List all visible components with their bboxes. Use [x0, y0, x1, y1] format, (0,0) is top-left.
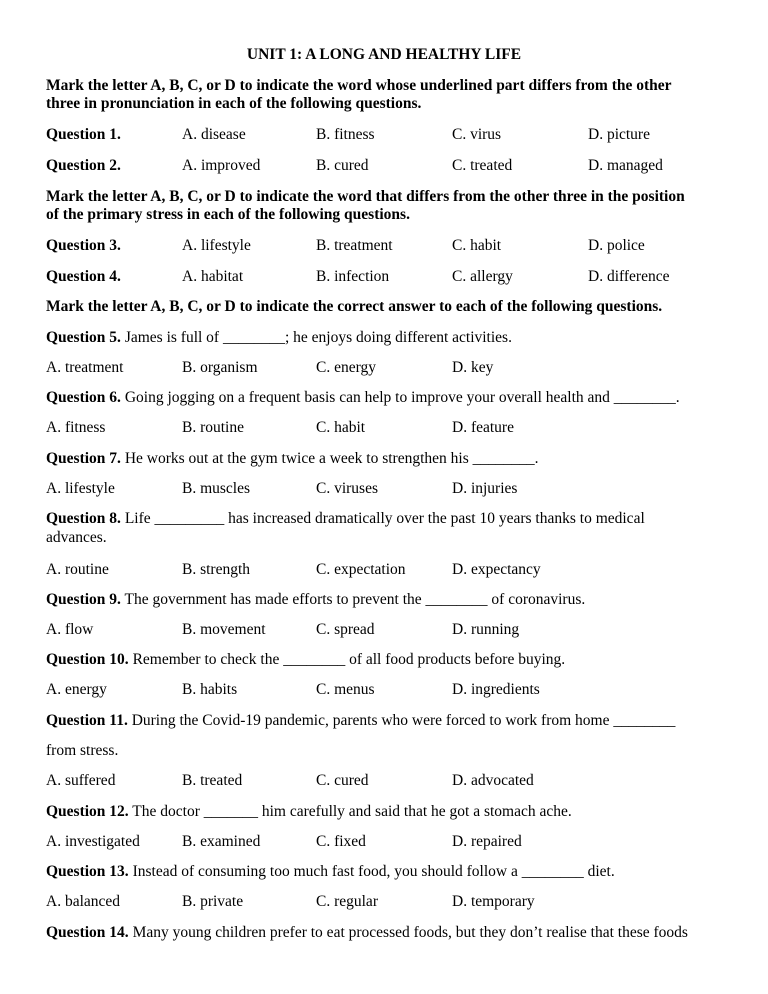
question-label: Question 2.	[46, 157, 121, 174]
question-label: Question 11.	[46, 712, 128, 729]
answer-option: C. virus	[452, 126, 502, 143]
question-text-continued: advances.	[46, 529, 107, 546]
answer-option: C. habit	[452, 237, 502, 254]
answer-option: B. muscles	[182, 480, 251, 497]
answer-option: C. viruses	[316, 480, 378, 497]
answer-option: B. treated	[182, 772, 243, 789]
answer-option: D. repaired	[452, 833, 522, 850]
question-label: Question 7.	[46, 450, 121, 467]
answer-option: C. regular	[316, 893, 378, 910]
answer-option: B. examined	[182, 833, 261, 850]
answer-option: A. habitat	[182, 268, 244, 285]
answer-option: A. flow	[46, 621, 94, 638]
question-label: Question 3.	[46, 237, 121, 254]
question-text: James is full of ________; he enjoys doing different activities.	[124, 329, 512, 346]
answer-option: C. habit	[316, 419, 366, 436]
question-label: Question 9.	[46, 591, 121, 608]
answer-option: A. routine	[46, 561, 109, 578]
answer-option: B. organism	[182, 359, 258, 376]
question-label: Question 12.	[46, 803, 129, 820]
answer-option: B. habits	[182, 681, 238, 698]
question-text: During the Covid-19 pandemic, parents who were forced to work from home ________	[131, 712, 676, 729]
answer-option: C. spread	[316, 621, 375, 638]
question-stem	[46, 329, 512, 347]
question-stem	[46, 510, 645, 528]
answer-option: D. key	[452, 359, 494, 376]
question-text: Instead of consuming too much fast food, you should follow a ________ diet.	[132, 863, 615, 880]
question-label: Question 6.	[46, 389, 121, 406]
answer-option: C. allergy	[452, 268, 513, 285]
question-stem	[46, 450, 539, 468]
question-label: Question 14.	[46, 924, 129, 941]
answer-option: A. disease	[182, 126, 246, 143]
page-title: UNIT 1: A LONG AND HEALTHY LIFE	[246, 46, 522, 63]
instruction-text: Mark the letter A, B, C, or D to indicate the word that differs from the other three in the position	[46, 188, 685, 205]
answer-option: B. movement	[182, 621, 266, 638]
answer-option: A. improved	[182, 157, 261, 174]
answer-option: A. treatment	[46, 359, 124, 376]
answer-option: C. treated	[452, 157, 513, 174]
answer-option: A. fitness	[46, 419, 106, 436]
answer-option: D. temporary	[452, 893, 535, 910]
question-stem	[46, 712, 675, 730]
question-label: Question 4.	[46, 268, 121, 285]
answer-option: C. expectation	[316, 561, 406, 578]
answer-option: D. difference	[588, 268, 670, 285]
answer-option: B. treatment	[316, 237, 393, 254]
question-stem	[46, 389, 680, 407]
answer-option: A. suffered	[46, 772, 116, 789]
instruction-text: Mark the letter A, B, C, or D to indicate the correct answer to each of the following questions.	[46, 298, 663, 315]
question-text: The government has made efforts to prevent the ________ of coronavirus.	[124, 591, 586, 608]
question-text: Going jogging on a frequent basis can help to improve your overall health and ________.	[124, 389, 680, 406]
question-stem	[46, 803, 572, 821]
question-text: Many young children prefer to eat processed foods, but they don’t realise that these foods	[132, 924, 688, 941]
answer-option: A. investigated	[46, 833, 140, 850]
question-label: Question 1.	[46, 126, 121, 143]
question-text: He works out at the gym twice a week to strengthen his ________.	[124, 450, 539, 467]
answer-option: C. fixed	[316, 833, 366, 850]
answer-option: B. fitness	[316, 126, 375, 143]
question-stem	[46, 651, 565, 669]
instruction-text: Mark the letter A, B, C, or D to indicate the word whose underlined part differs from the other	[46, 77, 672, 94]
answer-option: D. ingredients	[452, 681, 540, 698]
question-text: Life _________ has increased dramatically over the past 10 years thanks to medical	[124, 510, 645, 527]
question-stem	[46, 591, 585, 609]
answer-option: D. running	[452, 621, 520, 638]
question-label: Question 10.	[46, 651, 129, 668]
question-stem	[46, 924, 688, 942]
answer-option: D. managed	[588, 157, 663, 174]
answer-option: B. infection	[316, 268, 390, 285]
answer-option: C. energy	[316, 359, 376, 376]
answer-option: A. lifestyle	[46, 480, 115, 497]
answer-option: A. lifestyle	[182, 237, 251, 254]
answer-option: A. balanced	[46, 893, 121, 910]
question-label: Question 5.	[46, 329, 121, 346]
answer-option: B. private	[182, 893, 244, 910]
answer-option: D. feature	[452, 419, 514, 436]
answer-option: A. energy	[46, 681, 107, 698]
question-text-continued: from stress.	[46, 742, 119, 759]
answer-option: D. police	[588, 237, 645, 254]
answer-option: B. routine	[182, 419, 244, 436]
answer-option: D. expectancy	[452, 561, 541, 578]
answer-option: C. menus	[316, 681, 375, 698]
answer-option: B. cured	[316, 157, 369, 174]
question-text: The doctor _______ him carefully and said that he got a stomach ache.	[132, 803, 572, 820]
answer-option: B. strength	[182, 561, 251, 578]
answer-option: D. advocated	[452, 772, 534, 789]
question-label: Question 13.	[46, 863, 129, 880]
answer-option: C. cured	[316, 772, 369, 789]
instruction-text: of the primary stress in each of the following questions.	[46, 206, 410, 223]
answer-option: D. injuries	[452, 480, 518, 497]
question-label: Question 8.	[46, 510, 121, 527]
question-stem	[46, 863, 615, 881]
question-text: Remember to check the ________ of all food products before buying.	[132, 651, 566, 668]
answer-option: D. picture	[588, 126, 650, 143]
instruction-text: three in pronunciation in each of the following questions.	[46, 95, 422, 112]
